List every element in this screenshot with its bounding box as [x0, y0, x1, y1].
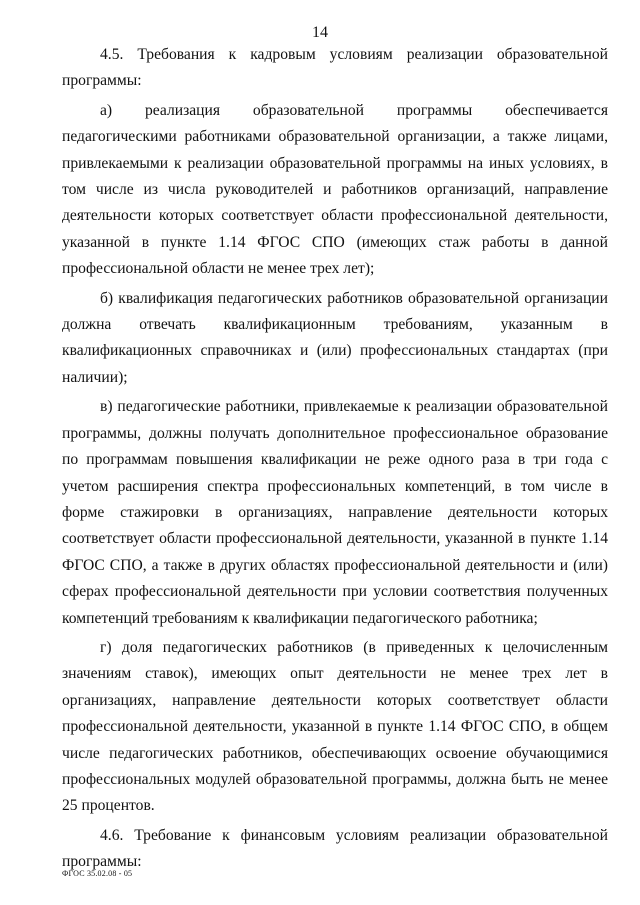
- item-b-paragraph: б) квалификация педагогических работников образовательной организации должна отвечать квалификационным требованиям, указанным в квалификационных справочниках и (или) профессиональных стандартах (при наличии);: [62, 289, 608, 386]
- footer-document-code: ФГОС 35.02.08 - 05: [62, 869, 133, 878]
- item-a-paragraph: а) реализация образовательной программы обеспечивается педагогическими работниками образовательной организации, а также лицами, привлекаемыми к реализации образовательной программы на иных условиях, в том числе из числа руководителей и работников организаций, направление деятельности которых соответствует области профессиональной деятельности, указанной в пункте 1.14 ФГОС СПО (имеющих стаж работы в данной профессиональной области не менее трех лет);: [62, 101, 608, 278]
- section-4-5-heading: 4.5. Требования к кадровым условиям реализации образовательной программы:: [62, 46, 608, 90]
- document-body: [62, 42, 608, 879]
- item-g-paragraph: г) доля педагогических работников (в приведенных к целочисленным значениям ставок), имеющих опыт деятельности не менее трех лет в организациях, направление деятельности которых соответствует области профессиональной деятельности, указанной в пункте 1.14 ФГОС СПО, в общем числе педагогических работников, обеспечивающих освоение обучающимися профессиональных модулей образовательной программы, должна быть не менее 25 процентов.: [62, 638, 608, 815]
- page-number: 14: [312, 24, 328, 41]
- item-v-paragraph: в) педагогические работники, привлекаемые к реализации образовательной программы, должны получать дополнительное профессиональное образование по программам повышения квалификации не реже одного раза в три года с учетом расширения спектра профессиональных компетенций, в том числе в форме стажировки в организациях, направление деятельности которых соответствует области профессиональной деятельности, указанной в пункте 1.14 ФГОС СПО, а также в других областях профессиональной деятельности и (или) сферах профессиональной деятельности при условии соответствия полученных компетенций требованиям к квалификации педагогического работника;: [62, 398, 608, 627]
- section-4-6-heading: 4.6. Требование к финансовым условиям реализации образовательной программы:: [62, 826, 608, 871]
